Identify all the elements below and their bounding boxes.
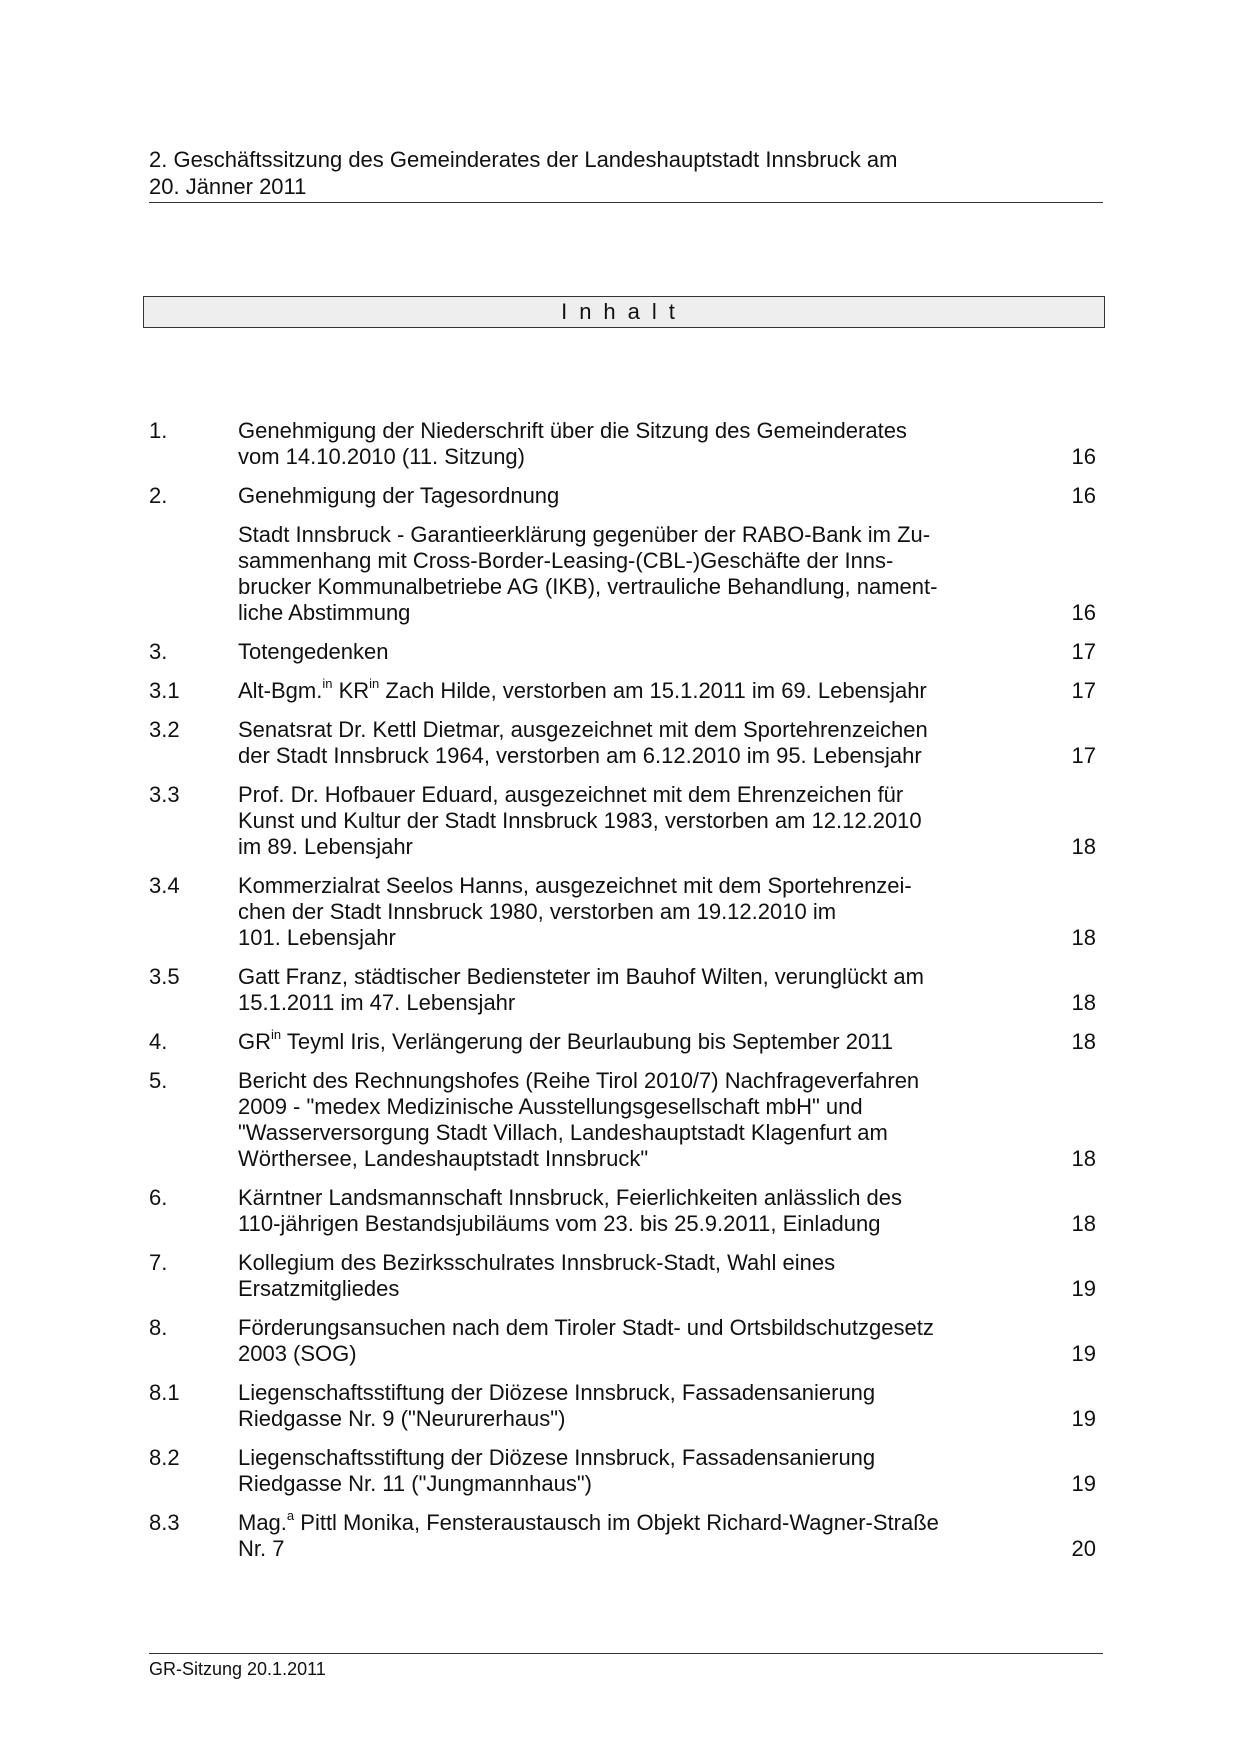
toc-entry [149,522,1103,626]
toc-entry-title [238,675,1018,704]
toc-entry-page: 18 [1071,834,1096,859]
footer-text: GR-Sitzung 20.1.2011 [149,1659,326,1679]
toc-title-segment: Pittl Monika, Fensteraustausch im Objekt Richard-Wagner-Straße Nr. 7 [238,1510,939,1561]
toc-entry-page: 19 [1071,1276,1096,1301]
toc-entry-number: 3.2 [149,717,180,742]
toc-entry [149,1507,1103,1562]
toc-entry-number: 6. [149,1185,168,1210]
toc-title-segment: Zach Hilde, verstorben am 15.1.2011 im 69. Lebensjahr [379,678,927,703]
toc-entry-title: Liegenschaftsstiftung der Diözese Innsbruck, Fassadensanierung Riedgasse Nr. 9 ("Neururerhaus") [238,1380,876,1431]
toc-entry-number: 8. [149,1315,168,1340]
toc-entry-page: 19 [1071,1406,1096,1431]
toc-entry-page: 18 [1071,990,1096,1015]
contents-heading-box [143,296,1105,328]
toc-entry-number: 8.3 [149,1510,180,1535]
toc-title-superscript: in [322,675,333,691]
toc-title-superscript: a [286,1507,295,1523]
toc-entry [149,1026,1103,1055]
toc-entry-number: 3. [149,639,168,664]
toc-entry-number: 3.4 [149,873,180,898]
toc-entry-number: 3.1 [149,678,180,703]
toc-entry-title: Stadt Innsbruck - Garantieerklärung gegenüber der RABO-Bank im Zu- sammenhang mit Cross-Border-Leasing-(CBL-)Geschäfte der Inns- brucker Kommunalbetriebe AG (IKB), vertrauliche Behandlung, nament- liche Abstimmung [238,522,938,625]
header-line-2: 20. Jänner 2011 [149,174,307,199]
table-of-contents [149,418,1103,1575]
toc-entry-page: 16 [1071,600,1096,625]
toc-entry-title: Genehmigung der Niederschrift über die Sitzung des Gemeinderates vom 14.10.2010 (11. Sitzung) [238,418,907,469]
toc-entry [149,1068,1103,1172]
toc-entry [149,717,1103,769]
toc-entry-page: 17 [1071,639,1096,664]
toc-entry [149,873,1103,951]
page-footer [149,1653,1103,1680]
toc-entry-title: Totengedenken [238,639,389,664]
contents-heading: Inhalt [561,299,687,324]
toc-entry-title: Kärntner Landsmannschaft Innsbruck, Feierlichkeiten anlässlich des 110-jährigen Bestandsjubiläums vom 23. bis 25.9.2011, Einladung [238,1185,903,1236]
toc-entry-title: Prof. Dr. Hofbauer Eduard, ausgezeichnet mit dem Ehrenzeichen für Kunst und Kultur der Stadt Innsbruck 1983, verstorben am 12.12.2010 im 89. Lebensjahr [238,782,922,859]
toc-title-segment: Alt-Bgm. [238,678,323,703]
toc-entry-page: 20 [1071,1536,1096,1561]
toc-title-segment: Mag. [238,1510,287,1535]
toc-entry [149,1185,1103,1237]
toc-title-segment: KR [332,678,370,703]
toc-entry-title: Kollegium des Bezirksschulrates Innsbruck-Stadt, Wahl eines Ersatzmitgliedes [238,1250,836,1301]
toc-title-segment: Teyml Iris, Verlängerung der Beurlaubung bis September 2011 [281,1029,894,1054]
toc-entry [149,1445,1103,1497]
toc-entry [149,483,1103,509]
toc-entry [149,675,1103,704]
toc-entry-number: 2. [149,483,168,508]
toc-entry-page: 19 [1071,1341,1096,1366]
toc-entry-title: Genehmigung der Tagesordnung [238,483,560,508]
toc-entry-title: Senatsrat Dr. Kettl Dietmar, ausgezeichnet mit dem Sportehrenzeichen der Stadt Innsbruck 1964, verstorben am 6.12.2010 im 95. Lebensjahr [238,717,928,768]
toc-entry-title: Förderungsansuchen nach dem Tiroler Stadt- und Ortsbildschutzgesetz 2003 (SOG) [238,1315,934,1366]
toc-title-superscript: in [369,675,380,691]
toc-entry-number: 8.2 [149,1445,180,1470]
toc-entry-number: 7. [149,1250,168,1275]
toc-entry-page: 19 [1071,1471,1096,1496]
toc-entry-page: 18 [1071,1211,1096,1236]
toc-entry-title: Gatt Franz, städtischer Bediensteter im Bauhof Wilten, verunglückt am 15.1.2011 im 47. Lebensjahr [238,964,924,1015]
toc-entry-page: 18 [1071,1146,1096,1171]
toc-entry-title [238,1507,1018,1562]
toc-entry-number: 3.5 [149,964,180,989]
toc-title-superscript: in [271,1026,282,1042]
toc-entry-number: 8.1 [149,1380,180,1405]
toc-entry-page: 16 [1071,444,1096,469]
toc-entry-page: 17 [1071,678,1096,703]
toc-entry-title: Kommerzialrat Seelos Hanns, ausgezeichnet mit dem Sportehrenzei- chen der Stadt Innsbruck 1980, verstorben am 19.12.2010 im 101. Lebensjahr [238,873,912,950]
toc-entry [149,782,1103,860]
toc-entry [149,1315,1103,1367]
toc-title-segment: GR [238,1029,271,1054]
toc-entry [149,1250,1103,1302]
header-line-1: 2. Geschäftssitzung des Gemeinderates der Landeshauptstadt Innsbruck am [149,147,898,172]
toc-entry-title: Bericht des Rechnungshofes (Reihe Tirol 2010/7) Nachfrageverfahren 2009 - "medex Medizinische Ausstellungsgesellschaft mbH" und "Wasserversorgung Stadt Villach, Landeshauptstadt Klagenfurt am Wörthersee, Landeshauptstadt Innsbruck" [238,1068,920,1171]
toc-entry-number: 1. [149,418,168,443]
toc-entry [149,639,1103,665]
toc-entry-page: 16 [1071,483,1096,508]
toc-entry-title: Liegenschaftsstiftung der Diözese Innsbruck, Fassadensanierung Riedgasse Nr. 11 ("Jungmannhaus") [238,1445,876,1496]
toc-entry-page: 18 [1071,1029,1096,1054]
toc-entry-number: 5. [149,1068,168,1093]
toc-entry-number: 4. [149,1029,168,1054]
toc-entry-page: 17 [1071,743,1096,768]
toc-entry-page: 18 [1071,925,1096,950]
toc-entry [149,1380,1103,1432]
document-header [149,146,1103,203]
toc-entry [149,418,1103,470]
toc-entry-number: 3.3 [149,782,180,807]
toc-entry-title [238,1026,1018,1055]
toc-entry [149,964,1103,1016]
